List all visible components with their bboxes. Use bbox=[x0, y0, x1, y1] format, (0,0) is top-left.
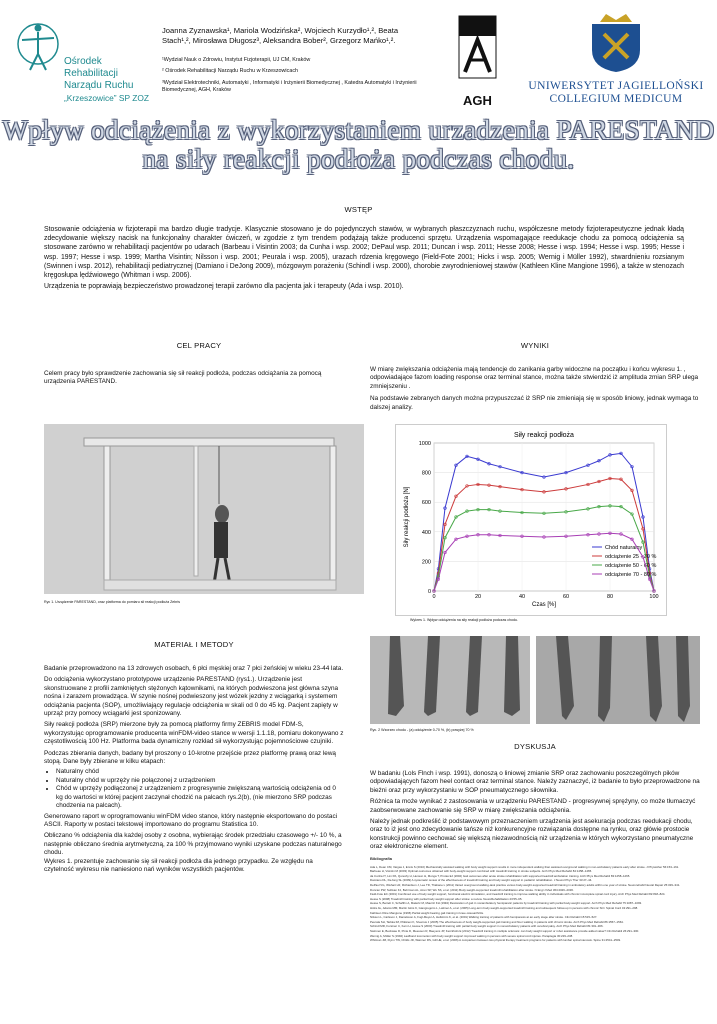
methods-section bbox=[44, 665, 344, 874]
methods-paragraph-1: Badanie przeprowadzono na 13 zdrowych osobach, 6 płci męskiej oraz 7 płci żeńskiej w wieku 23-44 lata. bbox=[44, 665, 344, 672]
y-tick-label: 1000 bbox=[418, 441, 431, 447]
discussion-heading: DYSKUSJA bbox=[514, 742, 556, 751]
reference-item: Hesse S (2008) Treadmill training with partial body weight support after stroke: a review. NeuroRehabilitation 23:55–65. bbox=[370, 896, 523, 901]
grf-chart bbox=[395, 424, 667, 616]
reference-item: Kathleen Kline Mangione (1996) Partial weight bearing gait training in knee osteoarthritis. bbox=[370, 910, 484, 915]
results-heading: WYNIKI bbox=[520, 341, 550, 350]
methods-paragraph-4: Podczas zbierania danych, badany był proszony o 10-krotne przejście przez platformę prawą oraz lewą stopą. Dane były zbierane w kilku etapach: bbox=[44, 749, 336, 766]
authors-line: Joanna Zyznawska¹, Mariola Wodzińska², Wojciech Kurzydło¹,², Beata bbox=[162, 26, 399, 35]
chart-caption: Wykres 1. Wpływ odciążenia na siły reakcji podłoża podczas chodu. bbox=[410, 618, 519, 622]
affiliations bbox=[162, 57, 452, 95]
affiliation-3: ³Wydział Elektrotechniki, Automatyki , Informatyki i Inżynierii Biomedycznej , Katedra Automatyki i Inżynierii Biomedycznej, AGH, Kraków bbox=[162, 79, 417, 94]
methods-list-item: • Naturalny chód w uprzęży nie połączonej z urządzeniem bbox=[56, 777, 344, 785]
y-tick-label: 600 bbox=[421, 500, 431, 507]
discussion-section bbox=[370, 770, 700, 852]
methods-list-item: • Naturalny chód bbox=[56, 768, 344, 776]
uj-name: UNIWERSYTET JAGIELLOŃSKI bbox=[528, 80, 704, 92]
x-tick-label: 20 bbox=[474, 594, 482, 600]
clinic-name-line: Rehabilitacji bbox=[64, 68, 118, 79]
intro-heading: WSTĘP bbox=[344, 205, 373, 214]
parestand-device-illustration bbox=[44, 424, 364, 594]
methods-list bbox=[44, 768, 344, 810]
agh-logo bbox=[455, 14, 500, 109]
agh-emblem-icon bbox=[455, 14, 500, 86]
fig2-caption: Ryc. 2 Wzorzec chodu - (a) odciążenie 0-70 %, (b) powyżej 70 % bbox=[370, 728, 474, 732]
legend-label: odciążenie 50 - 60 % bbox=[605, 563, 657, 569]
reference-item: Field-Fote EC (2001) Combined use of body weight support, functional electric stimulation, and treadmill training to improve walking ability in individuals with chronic incomplete spinal cord injury. Arch Phys Med Rehabil 82:818–824. bbox=[370, 892, 666, 897]
discussion-paragraph-3: Należy jednak podkreślić iż podstawowym przeznaczeniem urządzenia jest asekuracja podczas reedukacji chodu, oraz to iż jest ono zdecydowanie tańsze niż konkurencyjne rozwiązania dostępne na rynku, oraz główie prostocie konstrukcji powinno cechować się większą niezawodnością niż urządzenia w których wykorzystano pneumatyczne oraz elektroniczne element. bbox=[370, 818, 694, 851]
reference-item: Schindl MR, Forstner C, Kern H, Hesse S (2000) Treadmill training with partial body weight support in nonambulatory patients with cerebral palsy. Arch Phys Med Rehabil 81:301–306. bbox=[370, 924, 604, 929]
aim-heading: CEL PRACY bbox=[176, 341, 222, 350]
y-tick-label: 800 bbox=[421, 470, 431, 477]
authors bbox=[162, 26, 442, 46]
x-tick-label: 40 bbox=[518, 594, 526, 600]
uj-subname: COLLEGIUM MEDICUM bbox=[549, 93, 683, 105]
methods-heading: MATERIAŁ I METODY bbox=[154, 640, 234, 649]
uj-logo bbox=[520, 12, 712, 112]
x-tick-label: 60 bbox=[562, 594, 570, 600]
reference-item: Swinnen E, Beckwée D, Pinte D, Meeusen R, Baeyens JP, Kerckhofs E (2012) Treadmill training in multiple sclerosis: can body weight support or robot assistance provide added value? Clin Rehabil 26:291–300. bbox=[370, 928, 640, 933]
reference-item: Barbeau H, Visintin M (2003) Optimal outcomes obtained with body-weight support combined with treadmill training in stroke subjects. Arch Phys Med Rehabil 84:1458–1465. bbox=[370, 869, 593, 874]
legend-label: odciążenie 25 - 30 % bbox=[605, 554, 657, 560]
methods-paragraph-7: Wykres 1. prezentuje zachowanie się sił reakcji podłoża dla jednego przypadku. Ze względu na czytelność wykresu nie naniesiono nań wyników wszystkich pacjentów. bbox=[44, 857, 313, 873]
clinic-logo bbox=[8, 12, 158, 112]
authors-line: Stach¹,², Mirosława Długosz³, Aleksandra Bober², Grzegorz Mańko¹,². bbox=[162, 36, 396, 45]
results-paragraph-1: W miarę zwiększania odciążenia mają tendencje do zanikania garby widoczne na początku i końcu wykresu 1. , odpowiadające fazom loading response oraz terminal stance, można także stwierdzić iż amplituda zmian SRP ulega zmniejszeniu . bbox=[370, 366, 699, 390]
reference-item: Wernig A, Müller S (1992) Laufband locomotion with body weight support improved walking in persons with severe spinal cord injuries. Paraplegia 30:229–238. bbox=[370, 933, 574, 938]
y-tick-label: 400 bbox=[421, 529, 431, 536]
reference-item: Duncan PW, Sullivan KJ, Behrman AL, Azen SP, Wu SS, et al. (2011) Body-weight-supported treadmill rehabilitation after stroke. N Engl J Med 364:2026–2036. bbox=[370, 887, 574, 892]
gait-legs-illustration bbox=[370, 636, 700, 724]
discussion-paragraph-1: W badaniu (Lols Flnch i wsp. 1991), donoszą o liniowej zmianie SRP oraz zachowaniu poszczególnych pików odpowiadających fazom heel contact oraz terminal stance. Należy zaznaczyć, iż badanie to było przeprowadzone na bieżni oraz przy wykorzystaniu w SOP pneumatycznego siłownika. bbox=[370, 770, 700, 794]
results-paragraph-2: Na podstawie zebranych danych można przypuszczać iż SRP nie zmieniają się w sposób liniowy, jednak wymaga to dalszej analizy. bbox=[370, 395, 699, 411]
poster-title bbox=[0, 116, 717, 174]
clinic-name-line: „Krzeszowice” SP ZOZ bbox=[64, 93, 150, 103]
intro-paragraph-2: Urządzenia te poprawiają bezpieczeństwo prowadzonej terapii zarówno dla pacjenta jak i terapeuty (Ada i wsp. 2010). bbox=[44, 283, 404, 291]
reference-item: Peurala SH, Tarkka IM, Pitkänen K, Sivenius J (2005) The effectiveness of body weight-supported gait training and floor walking in patients with chronic stroke. Arch Phys Med Rehabil 86:1557–1564. bbox=[370, 919, 624, 924]
fig1-caption: Ryc 1. Urządzenie PARESTAND, oraz platforma do pomiaru sił reakcji podłoża Zebris bbox=[44, 600, 181, 604]
chart-title: Siły reakcji podłoża bbox=[514, 432, 574, 439]
reference-item: Hesse S, Bertelt C, Schaffrin A, Malezic M, Mauritz KH (1994) Restoration of gait in nonambulatory hemiparetic patients by treadmill training with partial body-weight support. Arch Phys Med Rehabil 75:1087–1093. bbox=[370, 901, 642, 906]
aim-text: Celem pracy było sprawdzenie zachowania się sił reakcji podłoża, podczas odciążania za pomocą urządzenia PARESTAND. bbox=[44, 370, 322, 386]
y-tick-label: 200 bbox=[421, 559, 431, 566]
affiliation-1: ¹Wydział Nauk o Zdrowiu, Instytut Fizjoterapii, UJ CM, Kraków bbox=[162, 57, 311, 63]
x-tick-label: 80 bbox=[606, 594, 614, 600]
gait-photos bbox=[370, 636, 700, 724]
parestand-photo bbox=[44, 424, 364, 594]
reference-item: da Cunha IT, Lim PA, Qureshy H, Henson H, Monga T, Protas EJ (2002) Gait outcomes after acute stroke rehabilitation with supported treadmill ambulation training. Arch Phys Med Rehabil 83:1258–1265. bbox=[370, 873, 631, 878]
reference-item: Nilsson L, Carlsson J, Danielsson A, Fugl-Meyer A, Hellström K, et al. (2001) Walking training of patients with hemiparesis at an early stage after stroke. Clin Rehabil 15:515–527. bbox=[370, 915, 598, 920]
reference-item: Ada L, Dean CM, Vargas J, Ennis S (2010) Mechanically assisted walking with body weight support results in more independent walking than assisted overground walking in non-ambulatory patients early after stroke. J Physiother 56:153–161. bbox=[370, 864, 680, 869]
affiliation-2: ² Ośrodek Rehabilitacji Narządu Ruchu w Krzeszowicach bbox=[162, 68, 299, 75]
references-heading: Bibliografia bbox=[370, 856, 393, 861]
methods-paragraph-5: Generowano raport w oprogramowaniu winFDM video stance, który następnie eksportowano do postaci ASCII. Raporty w postaci tekstowej importowano do programu Statistica 10. bbox=[44, 812, 338, 828]
clinic-name-line: Ośrodek bbox=[64, 56, 102, 67]
intro-section bbox=[44, 225, 684, 291]
reference-item: DePaul VG, Wishart LR, Richardson J, Lee TD, Thabane L (2011) Varied overground walking-task practice versus body-weight-supported treadmill training in ambulatory adults within one year of stroke. Neurorehabil Neural Repair 25:329–341. bbox=[370, 882, 681, 887]
clinic-name-line: Narządu Ruchu bbox=[64, 80, 134, 91]
results-section bbox=[370, 366, 700, 412]
methods-list-item: • Chód w uprzęży podłączonej z urządzeniem z progresywnie zwiększaną wartością odciążenia od 0 kg do wartości w której pacjent zaczynał chodzić na palcach rys.2(b), (nie mierzono SRP podczas chodzenia na palcach). bbox=[56, 785, 344, 810]
discussion-paragraph-2: Różnica ta może wynikać z zastosowania w urządzeniu PARESTAND - progresywnej sprężyny, co może tłumaczyć zaobserwowane zachowanie się SRP w miarę zwiększania odciążenia. bbox=[370, 798, 696, 814]
x-axis-label: Czas [%] bbox=[531, 602, 557, 608]
title-line-2: na siły reakcji podłoża podczas chodu. bbox=[142, 144, 575, 174]
methods-paragraph-3: Siły reakcji podłoża (SRP) mierzone były za pomocą platformy firmy ZEBRIS model FDM-S, wykorzystując oprogramowanie producenta winFDM-video stance w wersji 1.1.18, pomiaru dokonywano z częstotliwością 100 Hz. Platforma bada dynamiczny rozkład sił wykorzystując pojemnościowe czujniki. bbox=[44, 721, 344, 746]
reference-item: Hicks AL, Adams MM, Martin Ginis K, Giangregorio L, Latimer A, et al. (2005) Long-term body-weight-supported treadmill training and subsequent follow-up in persons with chronic SCI. Spinal Cord 43:291–298. bbox=[370, 905, 638, 910]
legend-label: Chód naturalny bbox=[605, 545, 643, 551]
title-line-1: Wpływ odciążenia z wykorzystaniem urzadzenia PARESTAND bbox=[2, 115, 715, 145]
legend-label: odciążenie 70 - 80 % bbox=[605, 572, 657, 578]
agh-label: AGH bbox=[463, 93, 492, 108]
y-tick-label: 0 bbox=[427, 589, 431, 595]
uj-crest-icon bbox=[586, 12, 646, 74]
methods-paragraph-2: Do odciążenia wykorzystano prototypowe urządzenie PARESTAND (rys1.). Urządzenie jest skonstruowane z profili zamkniętych stężonych kątownikami, na których podwieszona jest główna szyna nośna i zarazem prowadząca. W szynie nośnej podwieszony jest wózek jezdny z wciągarką i systemem odciążania pacjenta (SOP), umożliwiający regulacje odciążenia w skali od 0 do 45 kg. Pacjent zapięty w uprząż przy pomocy wciągarki jest sponizowany. bbox=[44, 676, 339, 718]
y-axis-label: Siły reakcji podłoża [N] bbox=[404, 486, 410, 548]
x-tick-label: 0 bbox=[432, 594, 436, 600]
x-tick-label: 100 bbox=[649, 594, 659, 600]
grf-chart-svg bbox=[396, 425, 666, 615]
reference-item: Whitman JM, Flynn TW, Childs JD, Wainner RS, Gill HE, et al. (2006) A comparison between two physical therapy treatment programs for patients with lumbar spinal stenosis. Spine 31:2541–2549. bbox=[370, 938, 621, 943]
intro-paragraph-1: Stosowanie odciążenia w fizjoterapii ma bardzo długie tradycje. Klasycznie stosowano je do pojedynczych stawów, w wybranych płaszczyznach ruchu, współczesne metody fizjoterapeutyczne jednak kładą zdecydowanie większy nacisk na funkcjonalny charakter ćwiczeń, w zgodzie z tym trendem podążają także producenci sprzętu. Urządzenia wspomagające reedukacje chodu za pomocą odciążenia są stosowane zarówno w rehabilitacji pacjentów po udarach (Barbeau i Visintin 2003; da Cunha i wsp. 2002; DePaul wsp. 2011; Duncan i wsp. 2011; Hesse 2008; Hesse i wsp. 1994; Hesse i wsp. 1995; Hesse i wsp. 1997; Hesse i wsp. 1999; Martha Visintin; Nilsson i wsp. 2001; Peurala i wsp. 2005), urazach rdzenia kręgowego (Field-Fote 2001; Hicks i wsp. 2005; Wernig i Müller 1992), stwardnieniu rozsianym (Swinnen i wsp. 2012), rehabilitacji pediatrycznej (Damiano i DeJong 2009), mózgowym porażeniu (Schindl i wsp. 2000), chorobie zwyrodnieniowej stawów (Kathleen Kline Mangione 1996), a także w stenozach kręgosłupa lędźwiowego (Whitman i wsp. 2006). bbox=[44, 226, 685, 280]
reference-item: Damiano DL, DeJong SL (2009) A systematic review of the effectiveness of treadmill training and body weight support in pediatric rehabilitation. J Neurol Phys Ther 33:27–44. bbox=[370, 878, 593, 883]
methods-paragraph-6: Obliczano % odciążenia dla każdej osoby z osobna, wybierając środek przedziału czasowego +/- 10 %, a następnie obliczano średnia arytmetyczną, za 100 % przyjmowano wyniki uzyskane podczas naturalnego chodu. bbox=[44, 832, 342, 857]
references bbox=[370, 857, 700, 943]
